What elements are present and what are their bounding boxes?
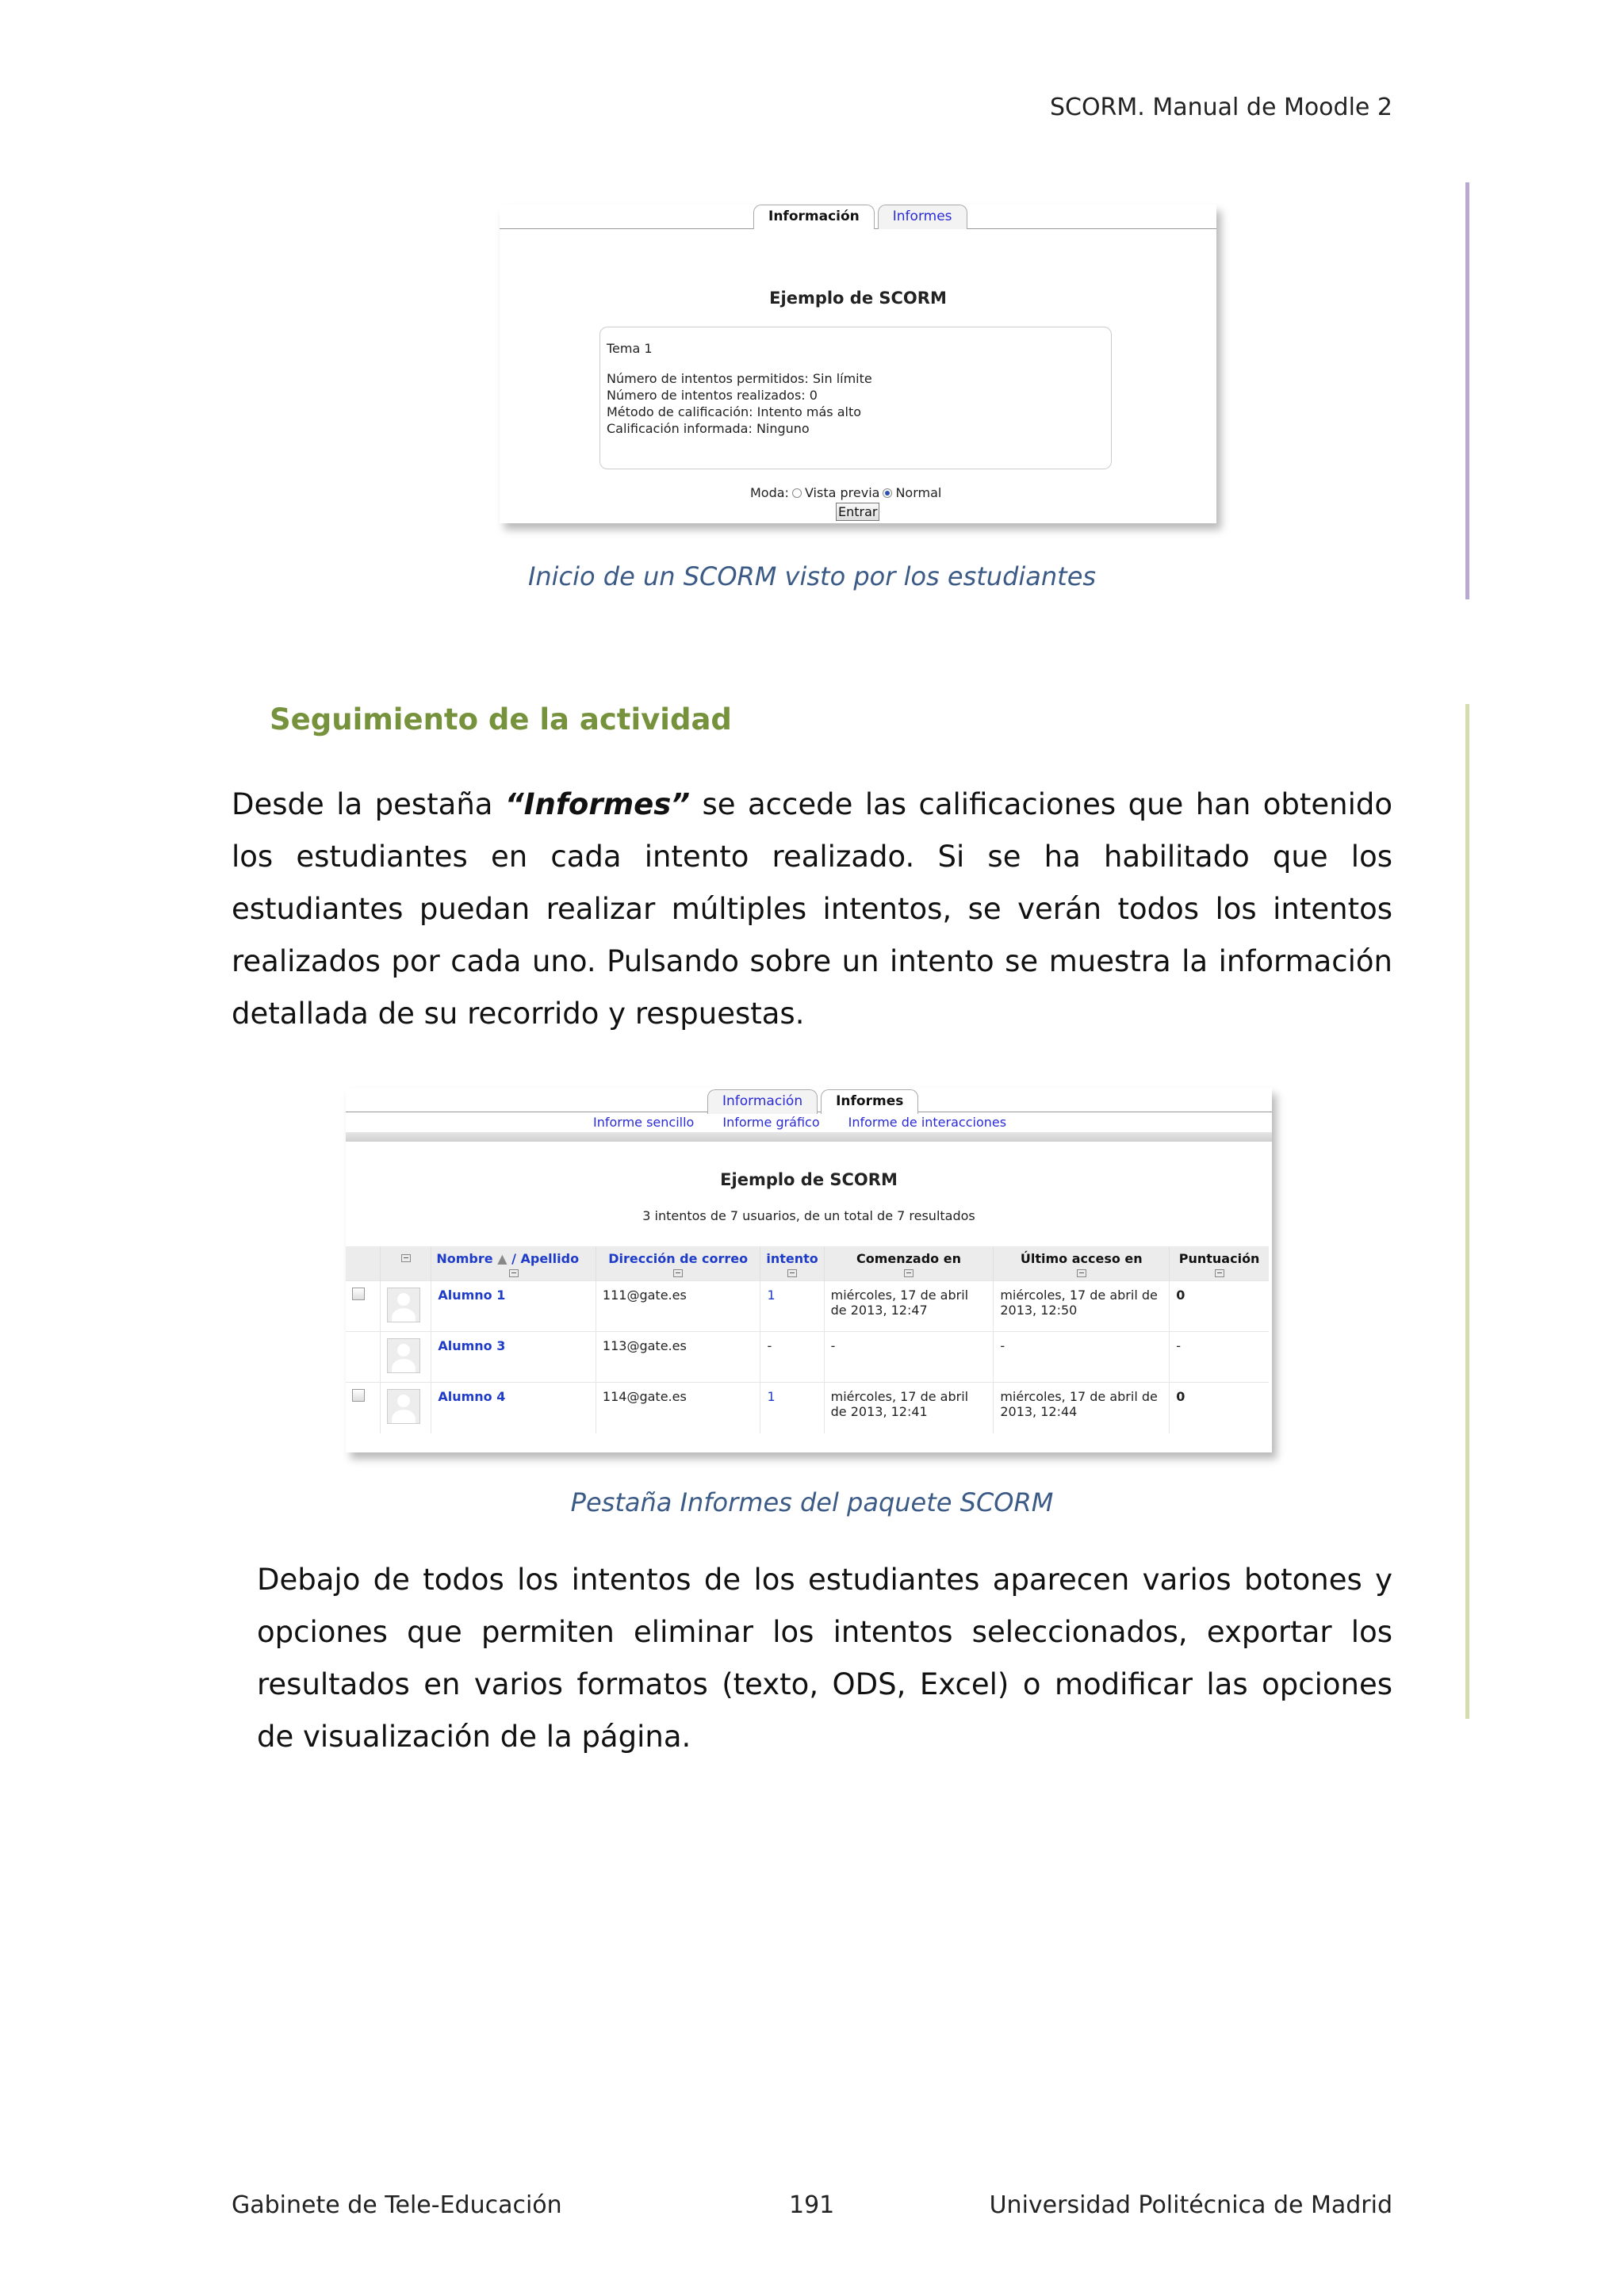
student-email: 113@gate.es (596, 1332, 760, 1383)
attempt-col-header[interactable] (760, 1246, 824, 1281)
row-checkbox[interactable] (352, 1389, 365, 1402)
collapse-icon[interactable] (787, 1269, 797, 1277)
row-select-cell (346, 1332, 380, 1383)
row-select-cell (346, 1281, 380, 1332)
subnav-bar (346, 1132, 1272, 1142)
name-col-header[interactable] (431, 1246, 596, 1281)
table-row (346, 1332, 1269, 1383)
email-col-label[interactable]: Dirección de correo (608, 1251, 749, 1266)
score: - (1170, 1332, 1269, 1383)
last-access-col-header (994, 1246, 1170, 1281)
last-access: miércoles, 17 de abril de 2013, 12:44 (994, 1383, 1170, 1433)
grading-method: Método de calificación: Intento más alto (607, 404, 862, 419)
avatar (387, 1338, 420, 1373)
attempt-link[interactable]: 1 (760, 1281, 824, 1332)
row-select-cell (346, 1383, 380, 1433)
enter-button[interactable]: Entrar (836, 503, 879, 521)
table-row (346, 1383, 1269, 1433)
score-col-label: Puntuación (1178, 1251, 1260, 1266)
subnav-simple-report[interactable]: Informe sencillo (593, 1115, 695, 1130)
email-col-header[interactable] (596, 1246, 760, 1281)
report-subnav (593, 1115, 1006, 1130)
section-title: Seguimiento de la actividad (270, 702, 732, 737)
student-email: 111@gate.es (596, 1281, 760, 1332)
page-header: SCORM. Manual de Moodle 2 (1049, 94, 1392, 121)
footer-left: Gabinete de Tele-Educación (232, 2191, 562, 2219)
table-header-row (346, 1246, 1269, 1281)
student-email: 114@gate.es (596, 1383, 760, 1433)
avatar-cell (380, 1383, 431, 1433)
student-name[interactable]: Alumno 1 (431, 1281, 596, 1332)
tab-informacion[interactable]: Información (707, 1089, 818, 1114)
figure1-caption: Inicio de un SCORM visto por los estudiantes (527, 561, 1097, 591)
figure2-caption: Pestaña Informes del paquete SCORM (570, 1487, 1054, 1517)
preview-label: Vista previa (804, 485, 880, 500)
mode-selector (750, 485, 941, 500)
preview-radio[interactable] (792, 488, 802, 498)
avatar-cell (380, 1281, 431, 1332)
started-at: miércoles, 17 de abril de 2013, 12:41 (824, 1383, 994, 1433)
table-row (346, 1281, 1269, 1332)
closing-paragraph: Debajo de todos los intentos de los estudiantes aparecen varios botones y opciones que permiten eliminar los intentos seleccionados, exportar los resultados en varios formatos (texto, ODS, Excel) o modificar las opciones de visualización de la página. (257, 1563, 1392, 1754)
avatar-cell (380, 1332, 431, 1383)
avatar (387, 1288, 420, 1322)
subnav-graph-report[interactable]: Informe gráfico (722, 1115, 820, 1130)
tab-informacion[interactable]: Información (753, 205, 875, 229)
attempt-link: - (760, 1332, 824, 1383)
score: 0 (1170, 1281, 1269, 1332)
sidebar-divider-top (1465, 182, 1469, 599)
student-name[interactable]: Alumno 3 (431, 1332, 596, 1383)
scorm-title: Ejemplo de SCORM (769, 289, 947, 308)
score: 0 (1170, 1383, 1269, 1433)
mode-label: Moda: (750, 485, 789, 500)
last-access: - (994, 1332, 1170, 1383)
footer-right: Universidad Politécnica de Madrid (989, 2191, 1392, 2219)
results-summary: 3 intentos de 7 usuarios, de un total de 7 resultados (642, 1208, 975, 1223)
collapse-icon[interactable] (904, 1269, 914, 1277)
page-number: 191 (789, 2191, 835, 2219)
avatar (387, 1389, 420, 1424)
reported-grade: Calificación informada: Ninguno (607, 421, 810, 436)
para1-emphasis: “Informes” (504, 787, 691, 821)
student-name[interactable]: Alumno 4 (431, 1383, 596, 1433)
started-col-header (824, 1246, 994, 1281)
last-access: miércoles, 17 de abril de 2013, 12:50 (994, 1281, 1170, 1332)
attempt-col-label[interactable]: intento (766, 1251, 818, 1266)
select-col-header (346, 1246, 380, 1281)
attempts-table (346, 1246, 1269, 1433)
collapse-icon[interactable] (673, 1269, 683, 1277)
para1-text-end: se accede las calificaciones que han obtenido los estudiantes en cada intento realizado. Si se ha habilitado que los estudiantes puedan realizar múltiples intentos, se verán todos los intentos realizados por cada uno. Pulsando sobre un intento se muestra la información detallada de su recorrido y respuestas. (232, 787, 1392, 1031)
subnav-interactions-report[interactable]: Informe de interacciones (848, 1115, 1007, 1130)
normal-label: Normal (895, 485, 942, 500)
sort-arrow-icon: ▲ (497, 1251, 508, 1266)
reports-tab-bar (707, 1089, 918, 1114)
para1-text-start: Desde la pestaña (232, 787, 505, 821)
topic-label: Tema 1 (607, 341, 653, 356)
attempts-allowed: Número de intentos permitidos: Sin límite (607, 371, 872, 386)
collapse-icon[interactable] (401, 1254, 411, 1262)
sidebar-divider-bottom (1465, 704, 1469, 1719)
started-col-label: Comenzado en (856, 1251, 961, 1266)
started-at: - (824, 1332, 994, 1383)
attempt-link[interactable]: 1 (760, 1383, 824, 1433)
collapse-icon[interactable] (1215, 1269, 1224, 1277)
reports-title: Ejemplo de SCORM (720, 1170, 898, 1189)
sort-name-link[interactable]: Nombre (436, 1251, 493, 1266)
collapse-icon[interactable] (1077, 1269, 1086, 1277)
score-col-header (1170, 1246, 1269, 1281)
tab-informes[interactable]: Informes (821, 1089, 918, 1114)
section-paragraph (232, 779, 1392, 1040)
started-at: miércoles, 17 de abril de 2013, 12:47 (824, 1281, 994, 1332)
sort-surname-link[interactable]: / Apellido (511, 1251, 580, 1266)
avatar-col-header (380, 1246, 431, 1281)
row-checkbox[interactable] (352, 1288, 365, 1300)
scorm-start-screenshot (500, 205, 1216, 523)
scorm-info-box (599, 327, 1112, 469)
last-col-label: Último acceso en (1020, 1251, 1143, 1266)
tab-bar (753, 205, 967, 229)
attempts-done: Número de intentos realizados: 0 (607, 388, 818, 403)
scorm-reports-screenshot (346, 1088, 1272, 1452)
tab-informes[interactable]: Informes (878, 205, 967, 229)
normal-radio[interactable] (883, 488, 892, 498)
collapse-icon[interactable] (509, 1269, 519, 1277)
